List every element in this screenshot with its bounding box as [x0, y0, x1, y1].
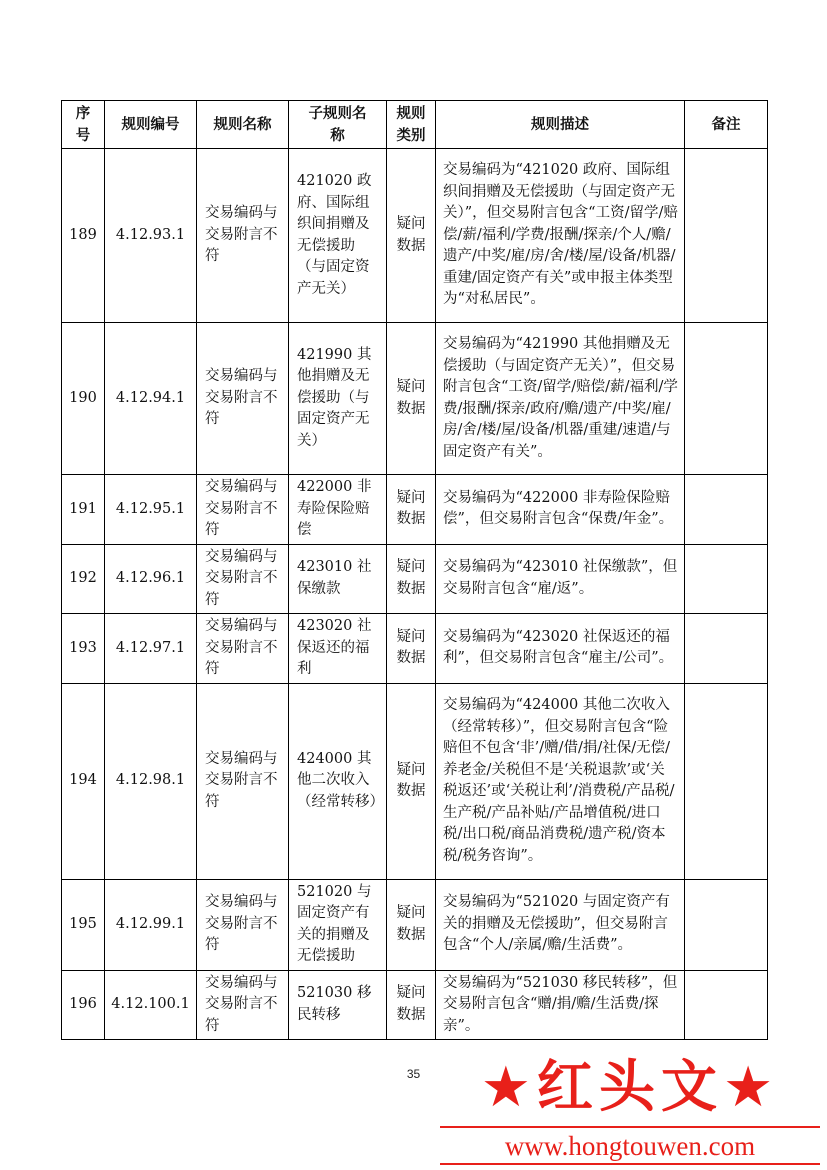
row-description: 交易编码为“424000 其他二次收入（经常转移）”，但交易附言包含“险赔但不包含‘非’/赠/借/捐/社保/无偿/养老金/关税但不是‘关税退款’或‘关税返还’或‘关税让利’/消费税/产品税/生产税/产品补贴/产品增值税/进口税/出口税/商品消费税/遗产税/资本税/税务咨询”。 [436, 683, 685, 879]
row-code: 4.12.97.1 [105, 614, 197, 684]
row-remark [685, 323, 768, 475]
watermark-divider-top [440, 1126, 820, 1128]
row-remark [685, 544, 768, 614]
row-name: 交易编码与交易附言不符 [197, 475, 289, 545]
row-no: 194 [62, 683, 105, 879]
row-sub-name: 421020 政府、国际组织间捐赠及无偿援助（与固定资产无关） [289, 149, 387, 323]
row-code: 4.12.96.1 [105, 544, 197, 614]
watermark-title: ★红头文★ [480, 1055, 780, 1120]
row-no: 189 [62, 149, 105, 323]
row-category: 疑问数据 [387, 149, 436, 323]
watermark [440, 1050, 820, 1165]
row-remark [685, 683, 768, 879]
row-no: 195 [62, 879, 105, 970]
row-remark [685, 879, 768, 970]
header-remark: 备注 [685, 101, 768, 149]
row-no: 193 [62, 614, 105, 684]
row-name: 交易编码与交易附言不符 [197, 323, 289, 475]
row-sub-name: 521020 与固定资产有关的捐赠及无偿援助 [289, 879, 387, 970]
row-sub-name: 421990 其他捐赠及无偿援助（与固定资产无关） [289, 323, 387, 475]
header-row [62, 101, 768, 149]
row-description: 交易编码为“421020 政府、国际组织间捐赠及无偿援助（与固定资产无关）”，但交易附言包含“工资/留学/赔偿/薪/福利/学费/报酬/探亲/个人/赡/遗产/中奖/雇/房/舍/楼/屋/设备/机器/重建/固定资产有关”或申报主体类型为“对私居民”。 [436, 149, 685, 323]
watermark-divider-bottom [440, 1163, 820, 1165]
row-category: 疑问数据 [387, 970, 436, 1040]
table-row [62, 323, 768, 475]
row-remark [685, 970, 768, 1040]
table-row [62, 879, 768, 970]
row-sub-name: 423010 社保缴款 [289, 544, 387, 614]
table-row [62, 149, 768, 323]
row-remark [685, 149, 768, 323]
row-code: 4.12.95.1 [105, 475, 197, 545]
row-category: 疑问数据 [387, 475, 436, 545]
header-name: 规则名称 [197, 101, 289, 149]
row-name: 交易编码与交易附言不符 [197, 970, 289, 1040]
row-description: 交易编码为“521030 移民转移”，但交易附言包含“赠/捐/赡/生活费/探亲”。 [436, 970, 685, 1040]
watermark-url: www.hongtouwen.com [504, 1131, 756, 1161]
header-category: 规则类别 [387, 101, 436, 149]
row-category: 疑问数据 [387, 879, 436, 970]
row-description: 交易编码为“423010 社保缴款”，但交易附言包含“雇/返”。 [436, 544, 685, 614]
table-row [62, 544, 768, 614]
row-description: 交易编码为“421990 其他捐赠及无偿援助（与固定资产无关）”，但交易附言包含“工资/留学/赔偿/薪/福利/学费/报酬/探亲/政府/赡/遗产/中奖/雇/房/舍/楼/屋/设备/机器/重建/速遣/与固定资产有关”。 [436, 323, 685, 475]
row-no: 191 [62, 475, 105, 545]
table-row [62, 475, 768, 545]
page-number: 35 [406, 1067, 421, 1081]
row-category: 疑问数据 [387, 614, 436, 684]
header-sub-name: 子规则名称 [289, 101, 387, 149]
header-no: 序号 [62, 101, 105, 149]
row-sub-name: 422000 非寿险保险赔偿 [289, 475, 387, 545]
row-category: 疑问数据 [387, 683, 436, 879]
row-name: 交易编码与交易附言不符 [197, 149, 289, 323]
table-row [62, 683, 768, 879]
row-code: 4.12.99.1 [105, 879, 197, 970]
row-category: 疑问数据 [387, 323, 436, 475]
row-category: 疑问数据 [387, 544, 436, 614]
row-code: 4.12.100.1 [105, 970, 197, 1040]
row-name: 交易编码与交易附言不符 [197, 683, 289, 879]
header-description: 规则描述 [436, 101, 685, 149]
row-description: 交易编码为“422000 非寿险保险赔偿”，但交易附言包含“保费/年金”。 [436, 475, 685, 545]
table-row [62, 614, 768, 684]
rules-body [62, 149, 768, 1040]
table-row [62, 970, 768, 1040]
row-description: 交易编码为“423020 社保返还的福利”，但交易附言包含“雇主/公司”。 [436, 614, 685, 684]
row-code: 4.12.98.1 [105, 683, 197, 879]
row-remark [685, 475, 768, 545]
row-name: 交易编码与交易附言不符 [197, 614, 289, 684]
row-code: 4.12.93.1 [105, 149, 197, 323]
row-no: 190 [62, 323, 105, 475]
row-remark [685, 614, 768, 684]
row-no: 196 [62, 970, 105, 1040]
row-no: 192 [62, 544, 105, 614]
row-name: 交易编码与交易附言不符 [197, 544, 289, 614]
row-name: 交易编码与交易附言不符 [197, 879, 289, 970]
row-sub-name: 423020 社保返还的福利 [289, 614, 387, 684]
row-code: 4.12.94.1 [105, 323, 197, 475]
row-description: 交易编码为“521020 与固定资产有关的捐赠及无偿援助”，但交易附言包含“个人/亲属/赡/生活费”。 [436, 879, 685, 970]
row-sub-name: 424000 其他二次收入（经常转移） [289, 683, 387, 879]
header-code: 规则编号 [105, 101, 197, 149]
row-sub-name: 521030 移民转移 [289, 970, 387, 1040]
rules-table [61, 100, 768, 1040]
